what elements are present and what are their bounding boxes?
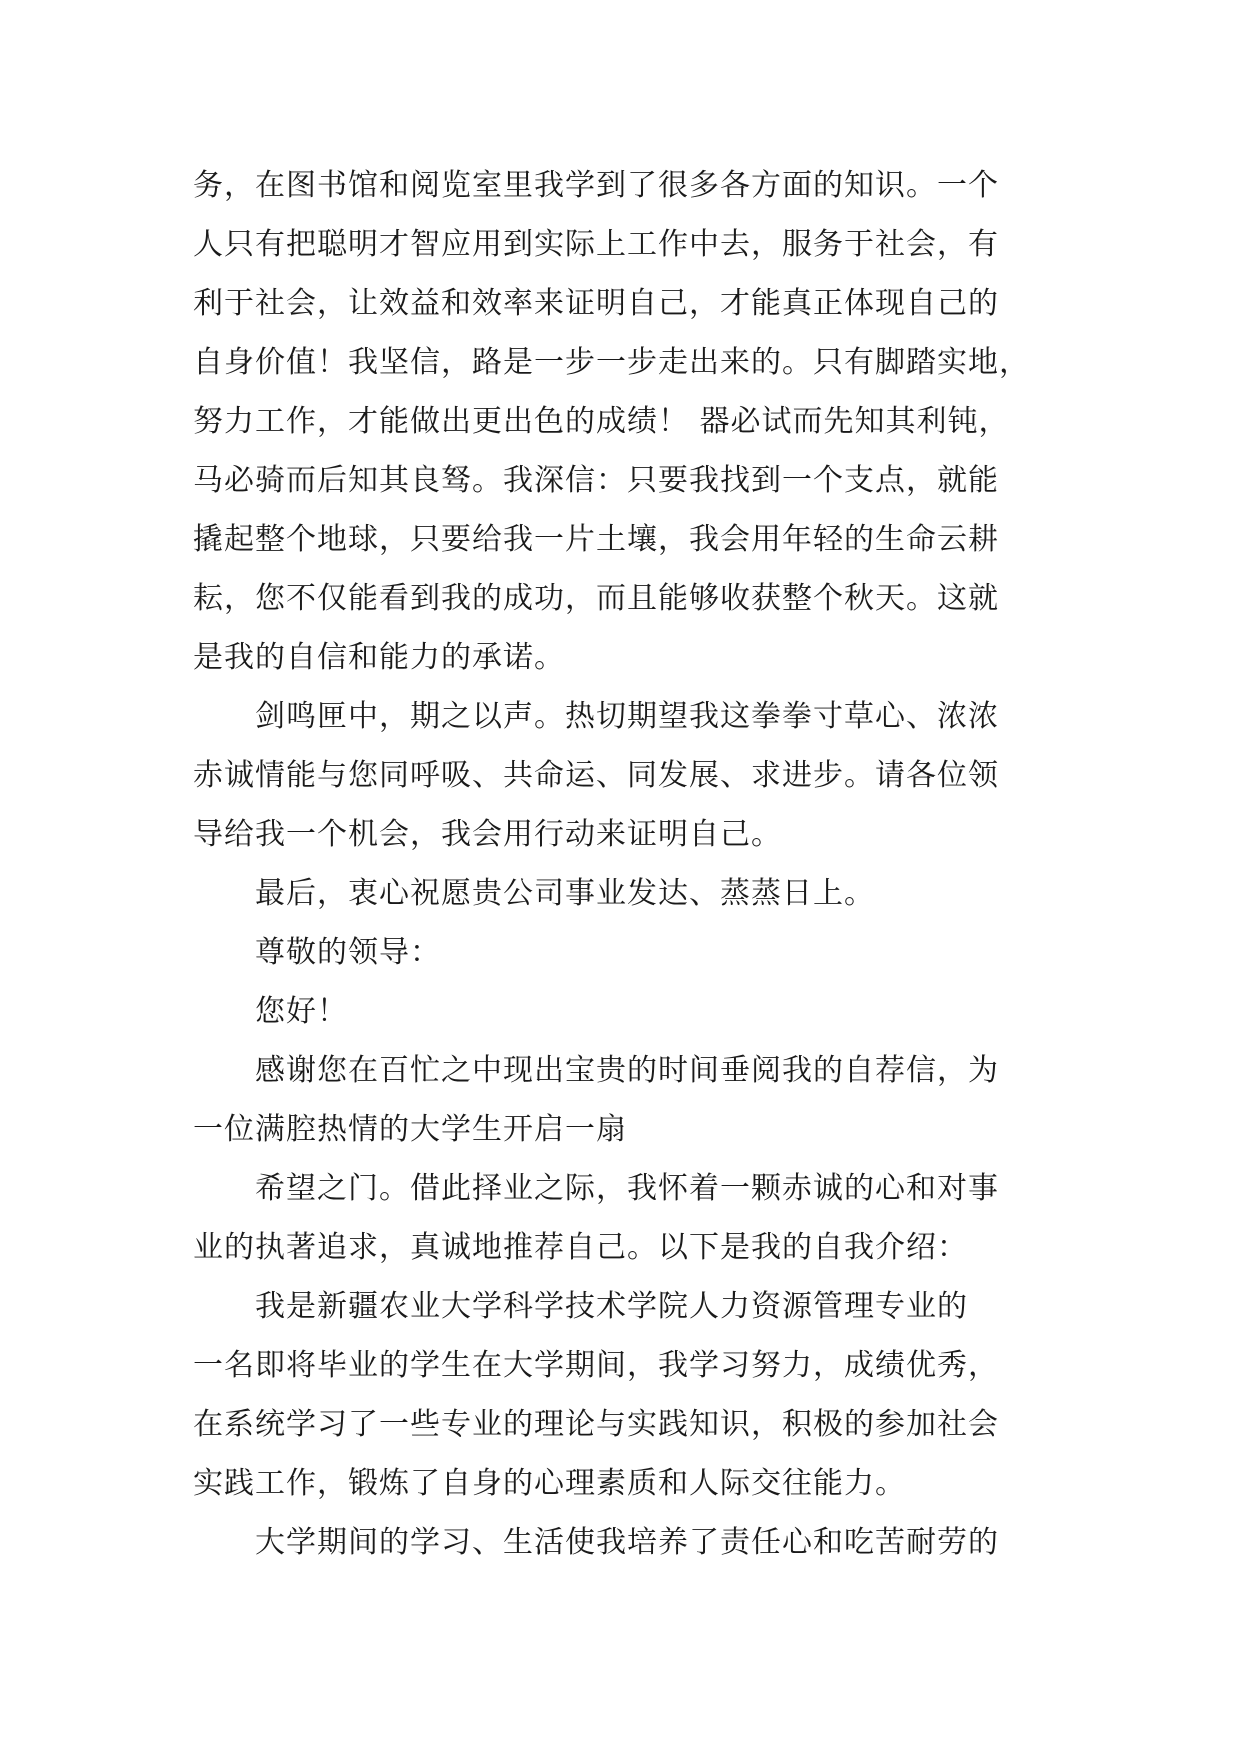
text-line: 在系统学习了一些专业的理论与实践知识，积极的参加社会 <box>193 1407 999 1442</box>
paragraph-start-line: 我是新疆农业大学科学技术学院人力资源管理专业的 <box>255 1289 968 1324</box>
text-line: 努力工作，才能做出更出色的成绩！ 器必试而先知其利钝， <box>193 404 1010 439</box>
text-line: 务，在图书馆和阅览室里我学到了很多各方面的知识。一个 <box>193 168 999 203</box>
text-line: 业的执著追求，真诚地推荐自己。以下是我的自我介绍： <box>193 1230 968 1265</box>
salutation-line: 尊敬的领导： <box>255 935 441 970</box>
text-line: 利于社会，让效益和效率来证明自己，才能真正体现自己的 <box>193 286 999 321</box>
text-line: 实践工作，锻炼了自身的心理素质和人际交往能力。 <box>193 1466 906 1501</box>
document-body <box>193 156 1063 1572</box>
text-line: 是我的自信和能力的承诺。 <box>193 640 565 675</box>
text-line: 撬起整个地球，只要给我一片土壤，我会用年轻的生命云耕 <box>193 522 999 557</box>
text-line: 耘，您不仅能看到我的成功，而且能够收获整个秋天。这就 <box>193 581 999 616</box>
paragraph-start-line: 剑鸣匣中，期之以声。热切期望我这拳拳寸草心、浓浓 <box>255 699 999 734</box>
text-line: 马必骑而后知其良驽。我深信：只要我找到一个支点，就能 <box>193 463 999 498</box>
text-line: 一位满腔热情的大学生开启一扇 <box>193 1112 627 1147</box>
text-line: 人只有把聪明才智应用到实际上工作中去，服务于社会，有 <box>193 227 999 262</box>
text-line: 赤诚情能与您同呼吸、共命运、同发展、求进步。请各位领 <box>193 758 999 793</box>
text-line: 一名即将毕业的学生在大学期间，我学习努力，成绩优秀， <box>193 1348 999 1383</box>
paragraph-start-line: 希望之门。借此择业之际，我怀着一颗赤诚的心和对事 <box>255 1171 999 1206</box>
paragraph-start-line: 感谢您在百忙之中现出宝贵的时间垂阅我的自荐信，为 <box>255 1053 999 1088</box>
paragraph-start-line: 大学期间的学习、生活使我培养了责任心和吃苦耐劳的 <box>255 1525 999 1560</box>
text-line: 自身价值！我坚信，路是一步一步走出来的。只有脚踏实地， <box>193 345 1030 380</box>
greeting-line: 您好！ <box>255 994 348 1029</box>
text-line: 导给我一个机会，我会用行动来证明自己。 <box>193 817 782 852</box>
paragraph-start-line: 最后，衷心祝愿贵公司事业发达、蒸蒸日上。 <box>255 876 875 911</box>
